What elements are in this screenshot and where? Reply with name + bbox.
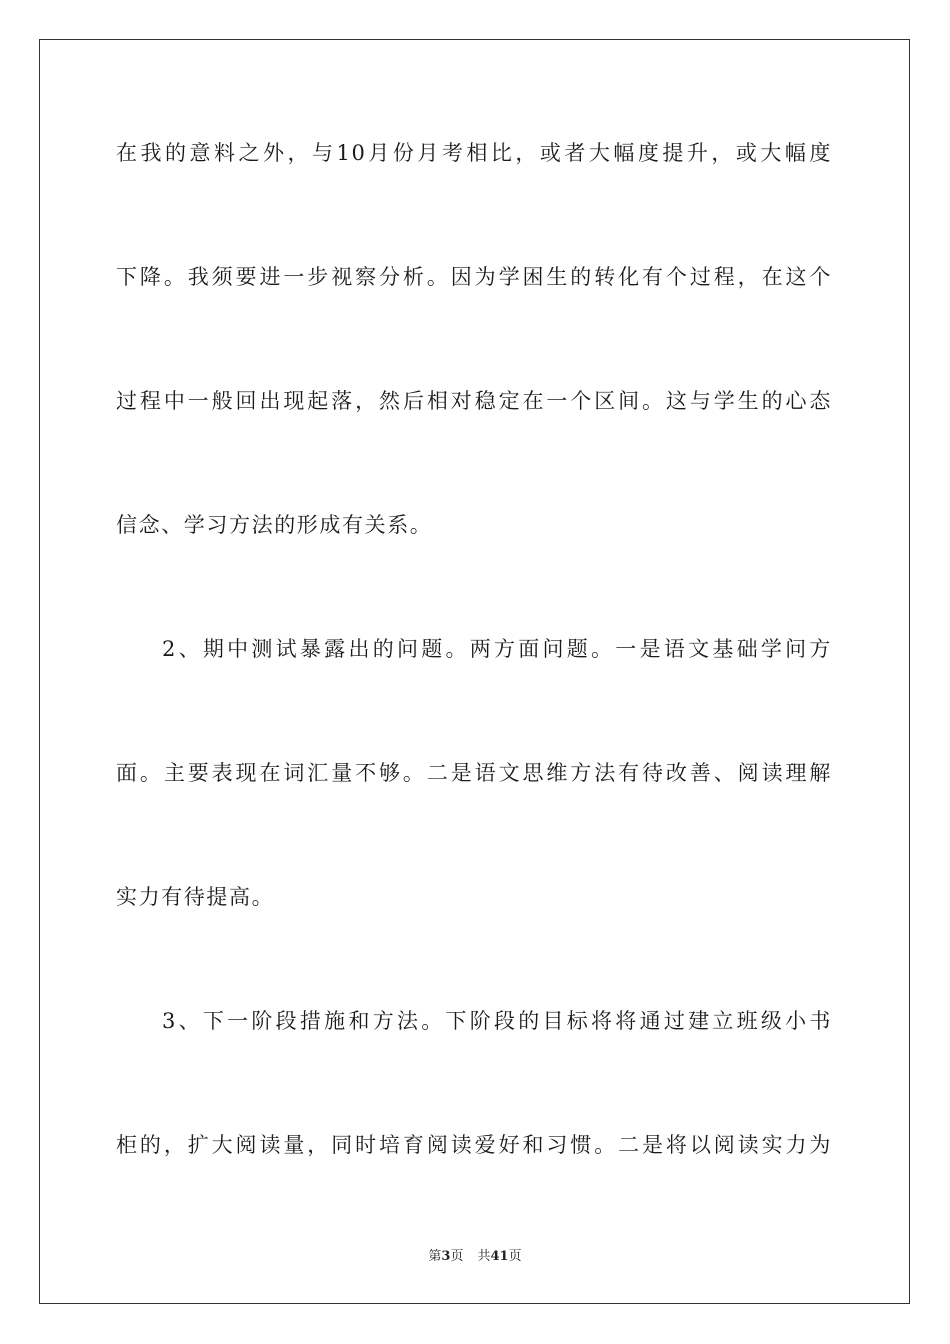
paragraph-start-line: 3、下一阶段措施和方法。下阶段的目标将将通过建立班级小书 <box>162 1009 832 1033</box>
total-pages-number: 41 <box>490 1249 509 1264</box>
paragraph-start-line: 2、期中测试暴露出的问题。两方面问题。一是语文基础学问方 <box>162 637 832 661</box>
total-prefix: 共 <box>477 1249 491 1264</box>
page-prefix: 第 <box>428 1249 442 1264</box>
text-line: 信念、学习方法的形成有关系。 <box>116 513 433 537</box>
text-line: 在我的意料之外，与10月份月考相比，或者大幅度提升，或大幅度 <box>116 141 832 165</box>
total-suffix: 页 <box>508 1249 522 1264</box>
text-line: 下降。我须要进一步视察分析。因为学困生的转化有个过程，在这个 <box>116 265 832 289</box>
text-line: 柜的，扩大阅读量，同时培育阅读爱好和习惯。二是将以阅读实力为 <box>116 1133 832 1157</box>
page-border <box>39 39 910 1304</box>
page-current-number: 3 <box>441 1249 451 1264</box>
text-line: 面。主要表现在词汇量不够。二是语文思维方法有待改善、阅读理解 <box>116 761 832 785</box>
page-footer <box>0 1248 950 1266</box>
text-line: 实力有待提高。 <box>116 885 275 909</box>
text-line: 过程中一般回出现起落，然后相对稳定在一个区间。这与学生的心态 <box>116 389 832 413</box>
page-suffix: 页 <box>450 1249 464 1264</box>
